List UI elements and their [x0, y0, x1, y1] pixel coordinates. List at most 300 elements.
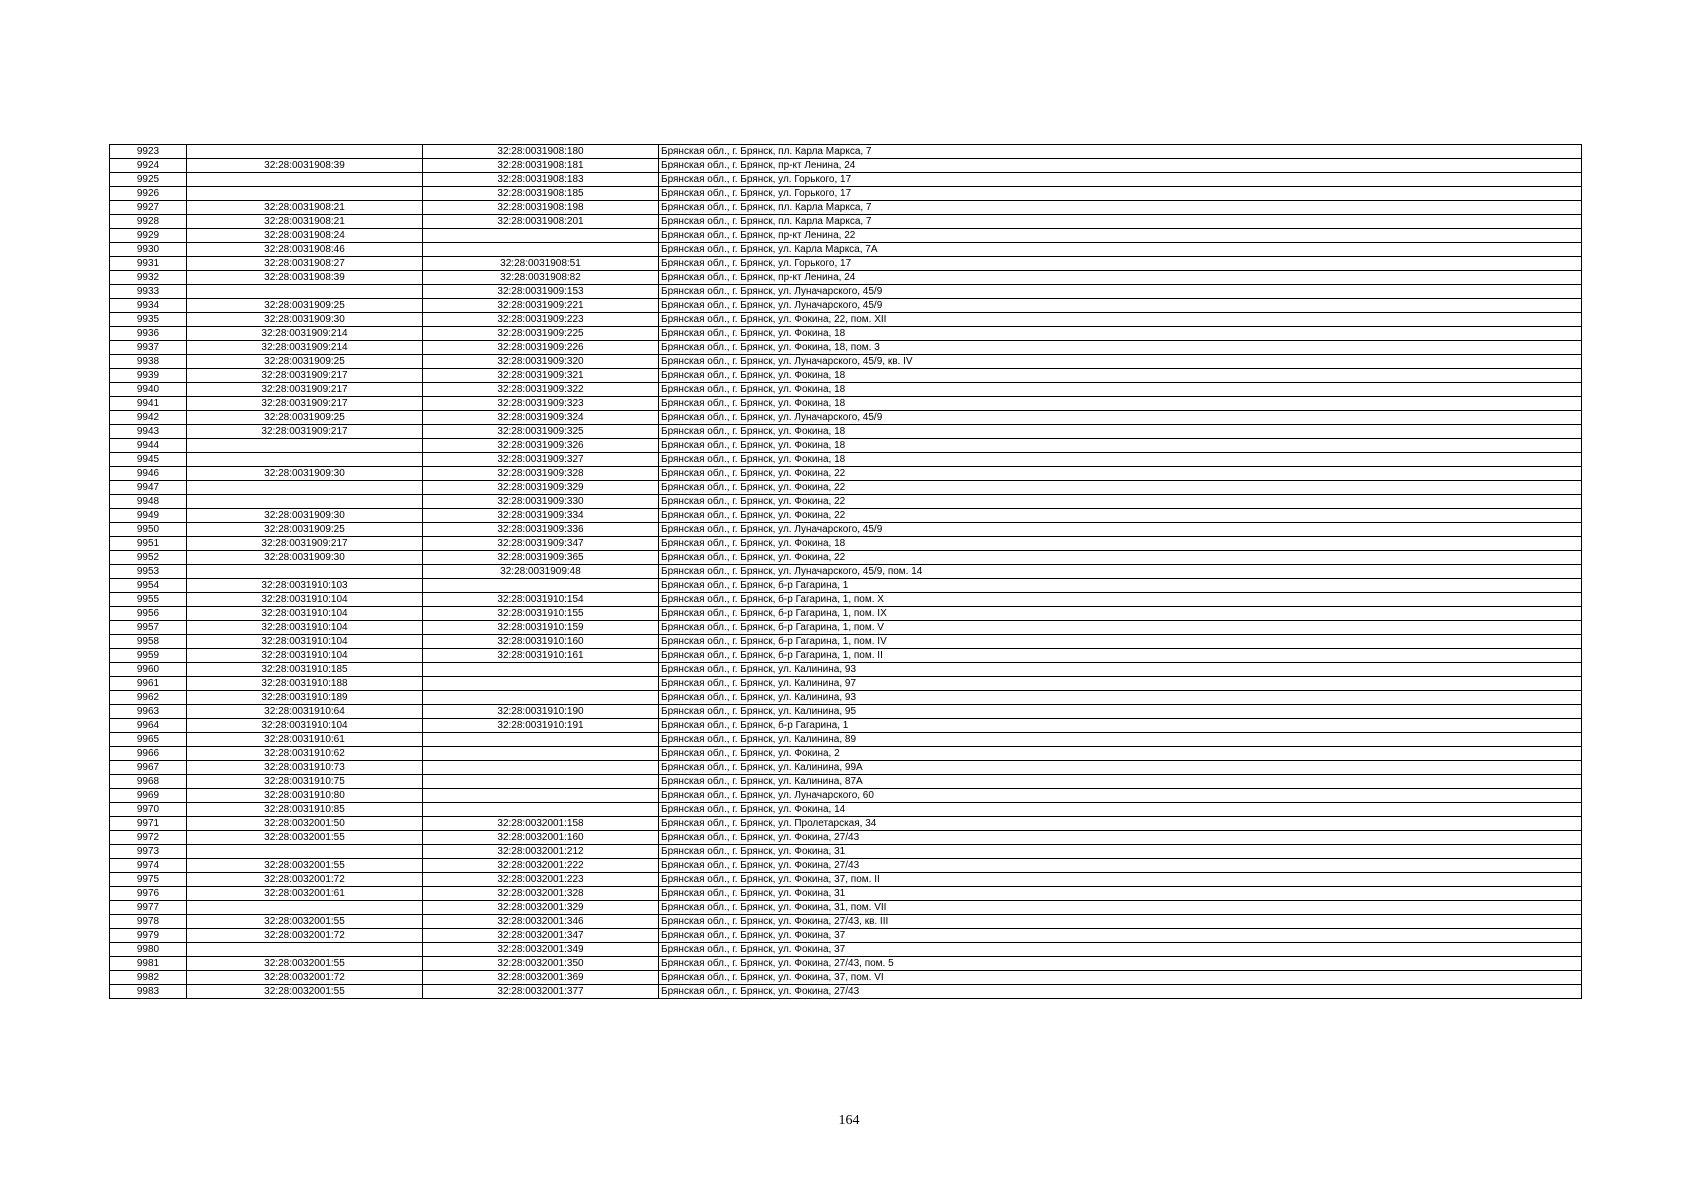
row-number-cell: 9926 [110, 187, 187, 201]
address-cell: Брянская обл., г. Брянск, ул. Фокина, 22, пом. XII [659, 313, 1582, 327]
address-cell: Брянская обл., г. Брянск, ул. Фокина, 22 [659, 467, 1582, 481]
row-number-cell: 9927 [110, 201, 187, 215]
row-number-cell: 9971 [110, 817, 187, 831]
object-cadastral-number-cell: 32:28:0031909:324 [423, 411, 659, 425]
address-cell: Брянская обл., г. Брянск, пл. Карла Маркса, 7 [659, 215, 1582, 229]
table-row [110, 859, 1582, 873]
land-cadastral-number-cell [187, 495, 423, 509]
row-number-cell: 9936 [110, 327, 187, 341]
land-cadastral-number-cell: 32:28:0031909:25 [187, 355, 423, 369]
row-number-cell: 9966 [110, 747, 187, 761]
address-cell: Брянская обл., г. Брянск, ул. Фокина, 18 [659, 397, 1582, 411]
table-row [110, 537, 1582, 551]
row-number-cell: 9931 [110, 257, 187, 271]
row-number-cell: 9935 [110, 313, 187, 327]
land-cadastral-number-cell [187, 565, 423, 579]
land-cadastral-number-cell: 32:28:0031910:75 [187, 775, 423, 789]
land-cadastral-number-cell: 32:28:0031909:217 [187, 425, 423, 439]
row-number-cell: 9968 [110, 775, 187, 789]
table-row [110, 943, 1582, 957]
row-number-cell: 9970 [110, 803, 187, 817]
address-cell: Брянская обл., г. Брянск, пр-кт Ленина, 24 [659, 271, 1582, 285]
row-number-cell: 9962 [110, 691, 187, 705]
land-cadastral-number-cell: 32:28:0032001:50 [187, 817, 423, 831]
address-cell: Брянская обл., г. Брянск, ул. Калинина, 93 [659, 691, 1582, 705]
table-row [110, 705, 1582, 719]
table-row [110, 607, 1582, 621]
object-cadastral-number-cell: 32:28:0031909:334 [423, 509, 659, 523]
object-cadastral-number-cell [423, 579, 659, 593]
object-cadastral-number-cell: 32:28:0031909:347 [423, 537, 659, 551]
table-row [110, 691, 1582, 705]
object-cadastral-number-cell: 32:28:0032001:158 [423, 817, 659, 831]
row-number-cell: 9939 [110, 369, 187, 383]
object-cadastral-number-cell: 32:28:0031908:185 [423, 187, 659, 201]
object-cadastral-number-cell [423, 803, 659, 817]
address-cell: Брянская обл., г. Брянск, ул. Фокина, 27/43 [659, 859, 1582, 873]
address-cell: Брянская обл., г. Брянск, ул. Фокина, 18, пом. 3 [659, 341, 1582, 355]
table-row [110, 733, 1582, 747]
object-cadastral-number-cell: 32:28:0031909:330 [423, 495, 659, 509]
row-number-cell: 9980 [110, 943, 187, 957]
object-cadastral-number-cell: 32:28:0031908:183 [423, 173, 659, 187]
address-cell: Брянская обл., г. Брянск, ул. Горького, 17 [659, 173, 1582, 187]
land-cadastral-number-cell: 32:28:0031910:188 [187, 677, 423, 691]
object-cadastral-number-cell: 32:28:0032001:329 [423, 901, 659, 915]
table-row [110, 635, 1582, 649]
land-cadastral-number-cell: 32:28:0031909:214 [187, 327, 423, 341]
table-row [110, 901, 1582, 915]
table-row [110, 215, 1582, 229]
address-cell: Брянская обл., г. Брянск, ул. Фокина, 37 [659, 929, 1582, 943]
table-row [110, 173, 1582, 187]
land-cadastral-number-cell: 32:28:0031909:25 [187, 523, 423, 537]
object-cadastral-number-cell: 32:28:0031910:191 [423, 719, 659, 733]
object-cadastral-number-cell [423, 243, 659, 257]
address-cell: Брянская обл., г. Брянск, ул. Фокина, 31 [659, 887, 1582, 901]
row-number-cell: 9930 [110, 243, 187, 257]
address-cell: Брянская обл., г. Брянск, ул. Луначарского, 60 [659, 789, 1582, 803]
row-number-cell: 9954 [110, 579, 187, 593]
object-cadastral-number-cell: 32:28:0031910:154 [423, 593, 659, 607]
land-cadastral-number-cell: 32:28:0032001:72 [187, 929, 423, 943]
table-row [110, 481, 1582, 495]
row-number-cell: 9925 [110, 173, 187, 187]
address-cell: Брянская обл., г. Брянск, ул. Фокина, 27/43, кв. III [659, 915, 1582, 929]
address-cell: Брянская обл., г. Брянск, ул. Калинина, 95 [659, 705, 1582, 719]
table-row [110, 677, 1582, 691]
object-cadastral-number-cell [423, 775, 659, 789]
object-cadastral-number-cell: 32:28:0031909:153 [423, 285, 659, 299]
land-cadastral-number-cell [187, 145, 423, 159]
land-cadastral-number-cell: 32:28:0031909:217 [187, 383, 423, 397]
object-cadastral-number-cell: 32:28:0031910:160 [423, 635, 659, 649]
row-number-cell: 9944 [110, 439, 187, 453]
object-cadastral-number-cell: 32:28:0031909:225 [423, 327, 659, 341]
table-row [110, 159, 1582, 173]
address-cell: Брянская обл., г. Брянск, ул. Пролетарская, 34 [659, 817, 1582, 831]
row-number-cell: 9938 [110, 355, 187, 369]
address-cell: Брянская обл., г. Брянск, б-р Гагарина, 1 [659, 719, 1582, 733]
object-cadastral-number-cell: 32:28:0032001:212 [423, 845, 659, 859]
object-cadastral-number-cell: 32:28:0031910:155 [423, 607, 659, 621]
row-number-cell: 9982 [110, 971, 187, 985]
row-number-cell: 9960 [110, 663, 187, 677]
object-cadastral-number-cell: 32:28:0032001:349 [423, 943, 659, 957]
address-cell: Брянская обл., г. Брянск, ул. Горького, 17 [659, 257, 1582, 271]
object-cadastral-number-cell: 32:28:0031909:321 [423, 369, 659, 383]
row-number-cell: 9979 [110, 929, 187, 943]
object-cadastral-number-cell: 32:28:0031908:181 [423, 159, 659, 173]
address-cell: Брянская обл., г. Брянск, пр-кт Ленина, 22 [659, 229, 1582, 243]
land-cadastral-number-cell: 32:28:0031908:39 [187, 271, 423, 285]
address-cell: Брянская обл., г. Брянск, ул. Горького, 17 [659, 187, 1582, 201]
address-cell: Брянская обл., г. Брянск, ул. Фокина, 18 [659, 439, 1582, 453]
address-cell: Брянская обл., г. Брянск, ул. Луначарского, 45/9 [659, 523, 1582, 537]
table-row [110, 593, 1582, 607]
row-number-cell: 9947 [110, 481, 187, 495]
row-number-cell: 9956 [110, 607, 187, 621]
row-number-cell: 9981 [110, 957, 187, 971]
row-number-cell: 9924 [110, 159, 187, 173]
table-row [110, 495, 1582, 509]
object-cadastral-number-cell: 32:28:0031908:201 [423, 215, 659, 229]
table-row [110, 565, 1582, 579]
table-row [110, 285, 1582, 299]
records-body [110, 145, 1582, 999]
row-number-cell: 9933 [110, 285, 187, 299]
table-row [110, 887, 1582, 901]
address-cell: Брянская обл., г. Брянск, б-р Гагарина, 1 [659, 579, 1582, 593]
address-cell: Брянская обл., г. Брянск, ул. Калинина, 93 [659, 663, 1582, 677]
address-cell: Брянская обл., г. Брянск, б-р Гагарина, 1, пом. X [659, 593, 1582, 607]
row-number-cell: 9964 [110, 719, 187, 733]
land-cadastral-number-cell [187, 439, 423, 453]
row-number-cell: 9928 [110, 215, 187, 229]
row-number-cell: 9923 [110, 145, 187, 159]
table-row [110, 439, 1582, 453]
table-row [110, 243, 1582, 257]
address-cell: Брянская обл., г. Брянск, ул. Калинина, 99А [659, 761, 1582, 775]
land-cadastral-number-cell: 32:28:0031909:30 [187, 509, 423, 523]
table-row [110, 425, 1582, 439]
table-row [110, 761, 1582, 775]
records-table [109, 144, 1582, 999]
row-number-cell: 9957 [110, 621, 187, 635]
land-cadastral-number-cell: 32:28:0031910:85 [187, 803, 423, 817]
land-cadastral-number-cell [187, 901, 423, 915]
object-cadastral-number-cell: 32:28:0032001:346 [423, 915, 659, 929]
table-row [110, 831, 1582, 845]
table-row [110, 411, 1582, 425]
table-row [110, 313, 1582, 327]
object-cadastral-number-cell: 32:28:0032001:160 [423, 831, 659, 845]
object-cadastral-number-cell: 32:28:0031910:161 [423, 649, 659, 663]
address-cell: Брянская обл., г. Брянск, ул. Карла Маркса, 7А [659, 243, 1582, 257]
land-cadastral-number-cell: 32:28:0032001:72 [187, 971, 423, 985]
table-row [110, 551, 1582, 565]
address-cell: Брянская обл., г. Брянск, ул. Фокина, 27/43 [659, 831, 1582, 845]
table-row [110, 845, 1582, 859]
land-cadastral-number-cell [187, 481, 423, 495]
address-cell: Брянская обл., г. Брянск, ул. Фокина, 18 [659, 383, 1582, 397]
row-number-cell: 9932 [110, 271, 187, 285]
table-row [110, 663, 1582, 677]
address-cell: Брянская обл., г. Брянск, ул. Фокина, 37, пом. II [659, 873, 1582, 887]
address-cell: Брянская обл., г. Брянск, ул. Фокина, 31, пом. VII [659, 901, 1582, 915]
land-cadastral-number-cell: 32:28:0031910:189 [187, 691, 423, 705]
table-row [110, 453, 1582, 467]
address-cell: Брянская обл., г. Брянск, ул. Фокина, 27/43, пом. 5 [659, 957, 1582, 971]
object-cadastral-number-cell: 32:28:0031909:326 [423, 439, 659, 453]
address-cell: Брянская обл., г. Брянск, б-р Гагарина, 1, пом. V [659, 621, 1582, 635]
row-number-cell: 9941 [110, 397, 187, 411]
table-row [110, 775, 1582, 789]
land-cadastral-number-cell: 32:28:0032001:55 [187, 985, 423, 999]
land-cadastral-number-cell: 32:28:0031910:104 [187, 593, 423, 607]
table-row [110, 327, 1582, 341]
object-cadastral-number-cell: 32:28:0031909:48 [423, 565, 659, 579]
address-cell: Брянская обл., г. Брянск, б-р Гагарина, 1, пом. IV [659, 635, 1582, 649]
land-cadastral-number-cell: 32:28:0032001:72 [187, 873, 423, 887]
row-number-cell: 9942 [110, 411, 187, 425]
address-cell: Брянская обл., г. Брянск, ул. Фокина, 14 [659, 803, 1582, 817]
table-row [110, 929, 1582, 943]
table-row [110, 271, 1582, 285]
address-cell: Брянская обл., г. Брянск, ул. Луначарского, 45/9 [659, 411, 1582, 425]
object-cadastral-number-cell: 32:28:0031910:159 [423, 621, 659, 635]
land-cadastral-number-cell: 32:28:0031909:217 [187, 369, 423, 383]
table-row [110, 201, 1582, 215]
object-cadastral-number-cell: 32:28:0032001:350 [423, 957, 659, 971]
address-cell: Брянская обл., г. Брянск, ул. Калинина, 87А [659, 775, 1582, 789]
row-number-cell: 9952 [110, 551, 187, 565]
address-cell: Брянская обл., г. Брянск, ул. Калинина, 89 [659, 733, 1582, 747]
land-cadastral-number-cell: 32:28:0032001:55 [187, 915, 423, 929]
land-cadastral-number-cell: 32:28:0031909:30 [187, 551, 423, 565]
row-number-cell: 9972 [110, 831, 187, 845]
row-number-cell: 9973 [110, 845, 187, 859]
row-number-cell: 9976 [110, 887, 187, 901]
address-cell: Брянская обл., г. Брянск, ул. Фокина, 18 [659, 537, 1582, 551]
object-cadastral-number-cell: 32:28:0032001:377 [423, 985, 659, 999]
address-cell: Брянская обл., г. Брянск, ул. Фокина, 2 [659, 747, 1582, 761]
land-cadastral-number-cell: 32:28:0032001:55 [187, 957, 423, 971]
land-cadastral-number-cell: 32:28:0031910:104 [187, 635, 423, 649]
object-cadastral-number-cell [423, 761, 659, 775]
land-cadastral-number-cell: 32:28:0031910:104 [187, 607, 423, 621]
address-cell: Брянская обл., г. Брянск, ул. Фокина, 18 [659, 453, 1582, 467]
land-cadastral-number-cell: 32:28:0031909:30 [187, 467, 423, 481]
land-cadastral-number-cell [187, 943, 423, 957]
land-cadastral-number-cell: 32:28:0031909:25 [187, 299, 423, 313]
land-cadastral-number-cell: 32:28:0032001:55 [187, 831, 423, 845]
address-cell: Брянская обл., г. Брянск, ул. Фокина, 18 [659, 425, 1582, 439]
object-cadastral-number-cell: 32:28:0032001:222 [423, 859, 659, 873]
land-cadastral-number-cell: 32:28:0032001:61 [187, 887, 423, 901]
table-row [110, 957, 1582, 971]
row-number-cell: 9937 [110, 341, 187, 355]
land-cadastral-number-cell: 32:28:0031910:64 [187, 705, 423, 719]
row-number-cell: 9977 [110, 901, 187, 915]
row-number-cell: 9969 [110, 789, 187, 803]
land-cadastral-number-cell: 32:28:0031910:62 [187, 747, 423, 761]
object-cadastral-number-cell: 32:28:0031910:190 [423, 705, 659, 719]
land-cadastral-number-cell: 32:28:0031908:21 [187, 215, 423, 229]
table-row [110, 299, 1582, 313]
address-cell: Брянская обл., г. Брянск, пл. Карла Маркса, 7 [659, 201, 1582, 215]
row-number-cell: 9929 [110, 229, 187, 243]
table-row [110, 341, 1582, 355]
address-cell: Брянская обл., г. Брянск, б-р Гагарина, 1, пом. IX [659, 607, 1582, 621]
address-cell: Брянская обл., г. Брянск, ул. Луначарского, 45/9, пом. 14 [659, 565, 1582, 579]
table-row [110, 257, 1582, 271]
address-cell: Брянская обл., г. Брянск, ул. Фокина, 37 [659, 943, 1582, 957]
object-cadastral-number-cell: 32:28:0031909:336 [423, 523, 659, 537]
land-cadastral-number-cell [187, 453, 423, 467]
object-cadastral-number-cell [423, 691, 659, 705]
address-cell: Брянская обл., г. Брянск, ул. Фокина, 18 [659, 369, 1582, 383]
address-cell: Брянская обл., г. Брянск, ул. Фокина, 22 [659, 481, 1582, 495]
land-cadastral-number-cell: 32:28:0031909:217 [187, 397, 423, 411]
address-cell: Брянская обл., г. Брянск, ул. Фокина, 31 [659, 845, 1582, 859]
land-cadastral-number-cell: 32:28:0032001:55 [187, 859, 423, 873]
table-row [110, 523, 1582, 537]
land-cadastral-number-cell: 32:28:0031909:217 [187, 537, 423, 551]
object-cadastral-number-cell: 32:28:0032001:223 [423, 873, 659, 887]
row-number-cell: 9975 [110, 873, 187, 887]
address-cell: Брянская обл., г. Брянск, ул. Фокина, 22 [659, 495, 1582, 509]
row-number-cell: 9943 [110, 425, 187, 439]
land-cadastral-number-cell: 32:28:0031910:104 [187, 719, 423, 733]
table-row [110, 817, 1582, 831]
table-row [110, 467, 1582, 481]
land-cadastral-number-cell: 32:28:0031908:39 [187, 159, 423, 173]
object-cadastral-number-cell: 32:28:0031909:327 [423, 453, 659, 467]
land-cadastral-number-cell [187, 187, 423, 201]
land-cadastral-number-cell: 32:28:0031909:25 [187, 411, 423, 425]
row-number-cell: 9949 [110, 509, 187, 523]
table-row [110, 971, 1582, 985]
object-cadastral-number-cell: 32:28:0031909:221 [423, 299, 659, 313]
address-cell: Брянская обл., г. Брянск, ул. Фокина, 37, пом. VI [659, 971, 1582, 985]
object-cadastral-number-cell: 32:28:0031909:322 [423, 383, 659, 397]
address-cell: Брянская обл., г. Брянск, ул. Фокина, 27/43 [659, 985, 1582, 999]
address-cell: Брянская обл., г. Брянск, пр-кт Ленина, 24 [659, 159, 1582, 173]
row-number-cell: 9950 [110, 523, 187, 537]
table-row [110, 649, 1582, 663]
row-number-cell: 9959 [110, 649, 187, 663]
row-number-cell: 9965 [110, 733, 187, 747]
table-row [110, 187, 1582, 201]
table-row [110, 397, 1582, 411]
table-row [110, 355, 1582, 369]
address-cell: Брянская обл., г. Брянск, пл. Карла Маркса, 7 [659, 145, 1582, 159]
table-row [110, 509, 1582, 523]
object-cadastral-number-cell: 32:28:0031909:365 [423, 551, 659, 565]
land-cadastral-number-cell [187, 845, 423, 859]
address-cell: Брянская обл., г. Брянск, б-р Гагарина, 1, пом. II [659, 649, 1582, 663]
row-number-cell: 9946 [110, 467, 187, 481]
table-row [110, 873, 1582, 887]
object-cadastral-number-cell: 32:28:0031909:329 [423, 481, 659, 495]
address-cell: Брянская обл., г. Брянск, ул. Луначарского, 45/9 [659, 299, 1582, 313]
object-cadastral-number-cell [423, 677, 659, 691]
object-cadastral-number-cell: 32:28:0031909:320 [423, 355, 659, 369]
row-number-cell: 9953 [110, 565, 187, 579]
land-cadastral-number-cell: 32:28:0031908:21 [187, 201, 423, 215]
land-cadastral-number-cell: 32:28:0031910:80 [187, 789, 423, 803]
land-cadastral-number-cell: 32:28:0031908:46 [187, 243, 423, 257]
address-cell: Брянская обл., г. Брянск, ул. Фокина, 22 [659, 509, 1582, 523]
table-row [110, 719, 1582, 733]
table-row [110, 229, 1582, 243]
object-cadastral-number-cell: 32:28:0032001:328 [423, 887, 659, 901]
object-cadastral-number-cell [423, 663, 659, 677]
object-cadastral-number-cell [423, 789, 659, 803]
object-cadastral-number-cell: 32:28:0031908:51 [423, 257, 659, 271]
land-cadastral-number-cell: 32:28:0031909:30 [187, 313, 423, 327]
object-cadastral-number-cell: 32:28:0031908:180 [423, 145, 659, 159]
page-number: 164 [838, 1113, 860, 1128]
object-cadastral-number-cell [423, 733, 659, 747]
table-row [110, 579, 1582, 593]
land-cadastral-number-cell [187, 173, 423, 187]
land-cadastral-number-cell: 32:28:0031909:214 [187, 341, 423, 355]
address-cell: Брянская обл., г. Брянск, ул. Калинина, 97 [659, 677, 1582, 691]
row-number-cell: 9934 [110, 299, 187, 313]
row-number-cell: 9983 [110, 985, 187, 999]
object-cadastral-number-cell: 32:28:0031909:226 [423, 341, 659, 355]
object-cadastral-number-cell [423, 229, 659, 243]
table-row [110, 985, 1582, 999]
table-row [110, 383, 1582, 397]
object-cadastral-number-cell [423, 747, 659, 761]
row-number-cell: 9961 [110, 677, 187, 691]
land-cadastral-number-cell: 32:28:0031910:103 [187, 579, 423, 593]
table-row [110, 369, 1582, 383]
table-row [110, 803, 1582, 817]
land-cadastral-number-cell: 32:28:0031910:104 [187, 621, 423, 635]
row-number-cell: 9940 [110, 383, 187, 397]
land-cadastral-number-cell: 32:28:0031908:27 [187, 257, 423, 271]
address-cell: Брянская обл., г. Брянск, ул. Фокина, 18 [659, 327, 1582, 341]
land-cadastral-number-cell: 32:28:0031910:61 [187, 733, 423, 747]
table-row [110, 747, 1582, 761]
land-cadastral-number-cell: 32:28:0031908:24 [187, 229, 423, 243]
row-number-cell: 9951 [110, 537, 187, 551]
object-cadastral-number-cell: 32:28:0031909:328 [423, 467, 659, 481]
land-cadastral-number-cell: 32:28:0031910:73 [187, 761, 423, 775]
land-cadastral-number-cell: 32:28:0031910:185 [187, 663, 423, 677]
row-number-cell: 9945 [110, 453, 187, 467]
row-number-cell: 9958 [110, 635, 187, 649]
address-cell: Брянская обл., г. Брянск, ул. Луначарского, 45/9 [659, 285, 1582, 299]
land-cadastral-number-cell: 32:28:0031910:104 [187, 649, 423, 663]
object-cadastral-number-cell: 32:28:0032001:369 [423, 971, 659, 985]
row-number-cell: 9948 [110, 495, 187, 509]
address-cell: Брянская обл., г. Брянск, ул. Луначарского, 45/9, кв. IV [659, 355, 1582, 369]
row-number-cell: 9978 [110, 915, 187, 929]
table-row [110, 915, 1582, 929]
row-number-cell: 9967 [110, 761, 187, 775]
table-row [110, 621, 1582, 635]
row-number-cell: 9974 [110, 859, 187, 873]
object-cadastral-number-cell: 32:28:0031909:223 [423, 313, 659, 327]
object-cadastral-number-cell: 32:28:0031909:325 [423, 425, 659, 439]
object-cadastral-number-cell: 32:28:0031908:82 [423, 271, 659, 285]
object-cadastral-number-cell: 32:28:0032001:347 [423, 929, 659, 943]
